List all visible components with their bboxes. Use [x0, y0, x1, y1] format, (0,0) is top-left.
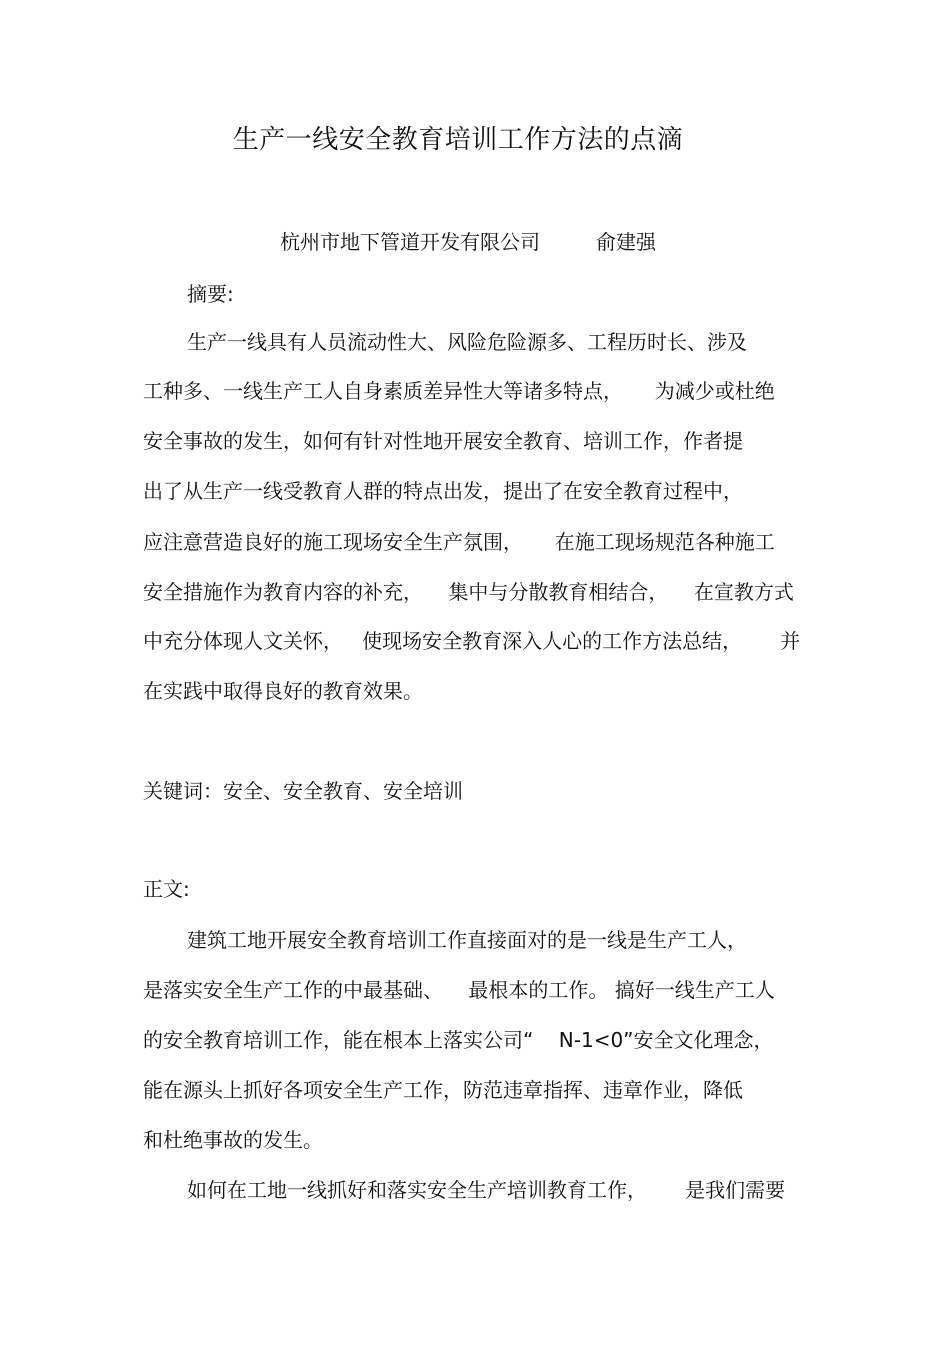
body-line: 是落实安全生产工作的中最基础、 最根本的工作。 搞好一线生产工人 [143, 978, 775, 1002]
body-line: 的安全教育培训工作，能在根本上落实公司“ N-1<0”安全文化理念， [143, 1028, 774, 1052]
document-title: 生产一线安全教育培训工作方法的点滴 [232, 125, 684, 155]
abstract-line: 生产一线具有人员流动性大、风险危险源多、工程历时长、涉及 [187, 330, 747, 354]
abstract-line: 应注意营造良好的施工现场安全生产氛围， 在施工现场规范各种施工 [143, 530, 775, 554]
abstract-line: 中充分体现人文关怀， 使现场安全教育深入人心的工作方法总结， 并 [143, 629, 801, 653]
abstract-line: 出了从生产一线受教育人群的特点出发，提出了在安全教育过程中， [143, 479, 743, 503]
abstract-line: 在实践中取得良好的教育效果。 [143, 679, 423, 703]
body-line: 和杜绝事故的发生。 [143, 1128, 323, 1152]
author-name: 俞建强 [596, 230, 656, 254]
keywords-line: 关键词：安全、安全教育、安全培训 [143, 779, 463, 803]
abstract-line: 安全事故的发生，如何有针对性地开展安全教育、培训工作，作者提 [143, 429, 743, 453]
body-line: 建筑工地开展安全教育培训工作直接面对的是一线是生产工人， [187, 928, 747, 952]
body-line: 如何在工地一线抓好和落实安全生产培训教育工作， 是我们需要 [187, 1178, 786, 1202]
abstract-label: 摘要: [187, 282, 234, 306]
abstract-line: 工种多、一线生产工人自身素质差异性大等诸多特点， 为减少或杜绝 [143, 379, 775, 403]
body-label: 正文: [143, 877, 190, 901]
byline [280, 226, 656, 258]
body-line: 能在源头上抓好各项安全生产工作，防范违章指挥、违章作业，降低 [143, 1078, 743, 1102]
abstract-line: 安全措施作为教育内容的补充， 集中与分散教育相结合， 在宣教方式 [143, 580, 794, 604]
company-name: 杭州市地下管道开发有限公司 [280, 230, 540, 254]
